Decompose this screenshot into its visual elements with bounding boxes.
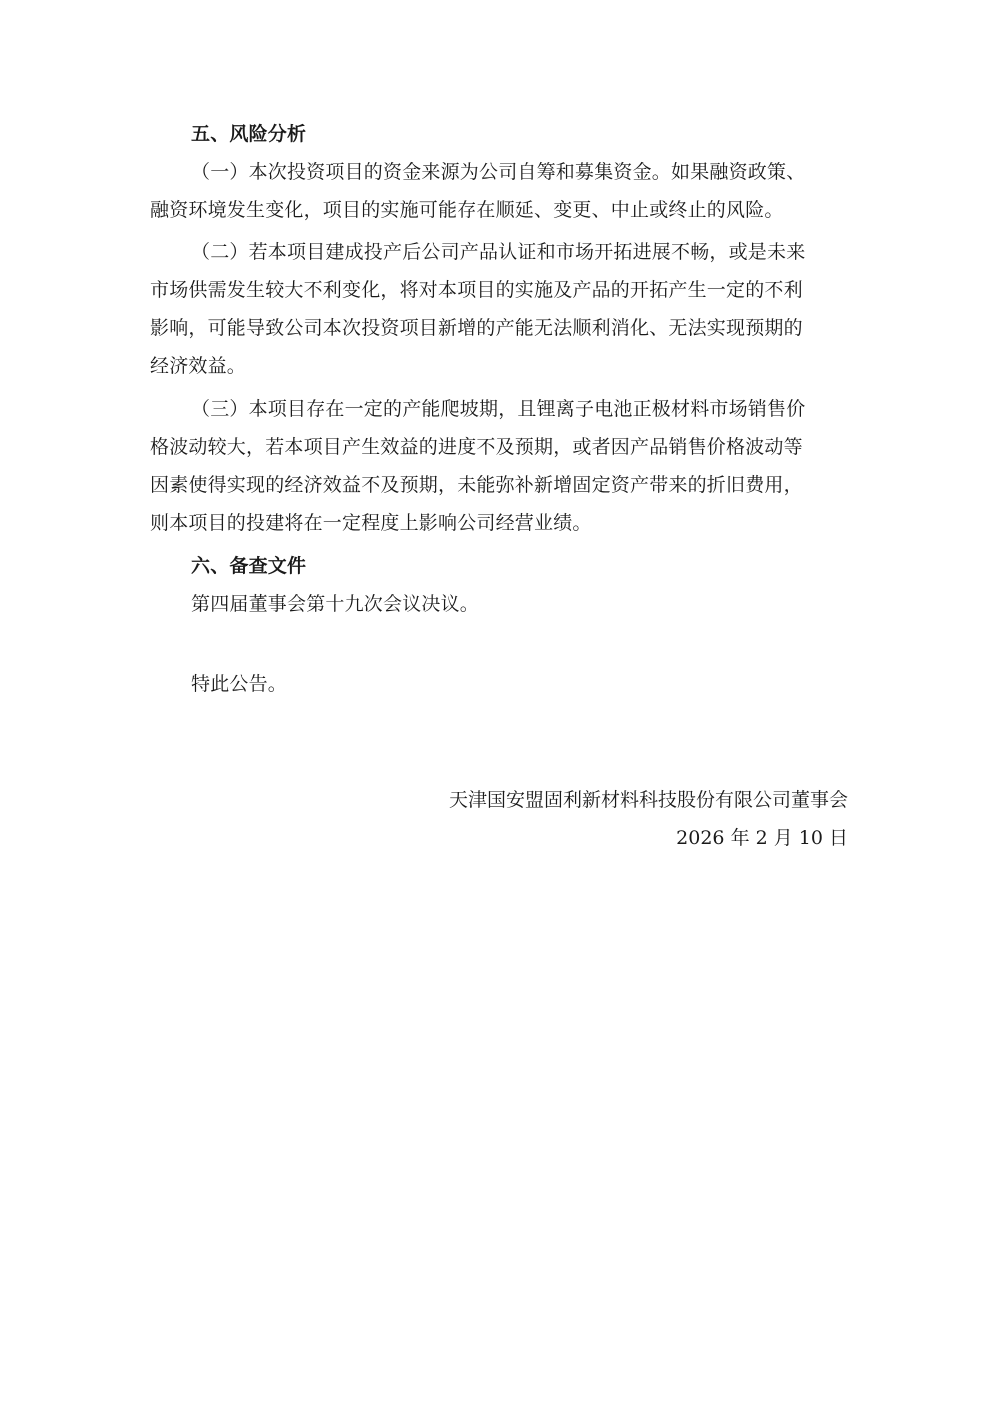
section6-heading: 六、备查文件 [191,555,307,577]
section5-heading: 五、风险分析 [191,123,307,145]
section6-text: 第四届董事会第十九次会议决议。 [191,593,480,615]
section5-p3-line2: 格波动较大，若本项目产生效益的进度不及预期，或者因产品销售价格波动等 [150,436,803,458]
section5-p3-line4: 则本项目的投建将在一定程度上影响公司经营业绩。 [150,512,592,534]
section5-p2-line1: （二）若本项目建成投产后公司产品认证和市场开拓进展不畅，或是未来 [191,241,806,263]
section5-p3-line1: （三）本项目存在一定的产能爬坡期，且锂离子电池正极材料市场销售价 [191,398,806,420]
section5-p2-line2: 市场供需发生较大不利变化，将对本项目的实施及产品的开拓产生一定的不利 [150,279,803,301]
section5-p2-line4: 经济效益。 [150,355,247,377]
section5-p2-line3: 影响，可能导致公司本次投资项目新增的产能无法顺利消化、无法实现预期的 [150,317,803,339]
closing-text: 特此公告。 [191,673,288,695]
signature-date: 2026 年 2 月 10 日 [676,827,848,849]
section5-p1-line2: 融资环境发生变化，项目的实施可能存在顺延、变更、中止或终止的风险。 [150,199,784,221]
signature-org: 天津国安盟固利新材料科技股份有限公司董事会 [448,789,848,811]
section5-p1-line1: （一）本次投资项目的资金来源为公司自筹和募集资金。如果融资政策、 [191,161,806,183]
section5-p3-line3: 因素使得实现的经济效益不及预期，未能弥补新增固定资产带来的折旧费用， [150,474,803,496]
